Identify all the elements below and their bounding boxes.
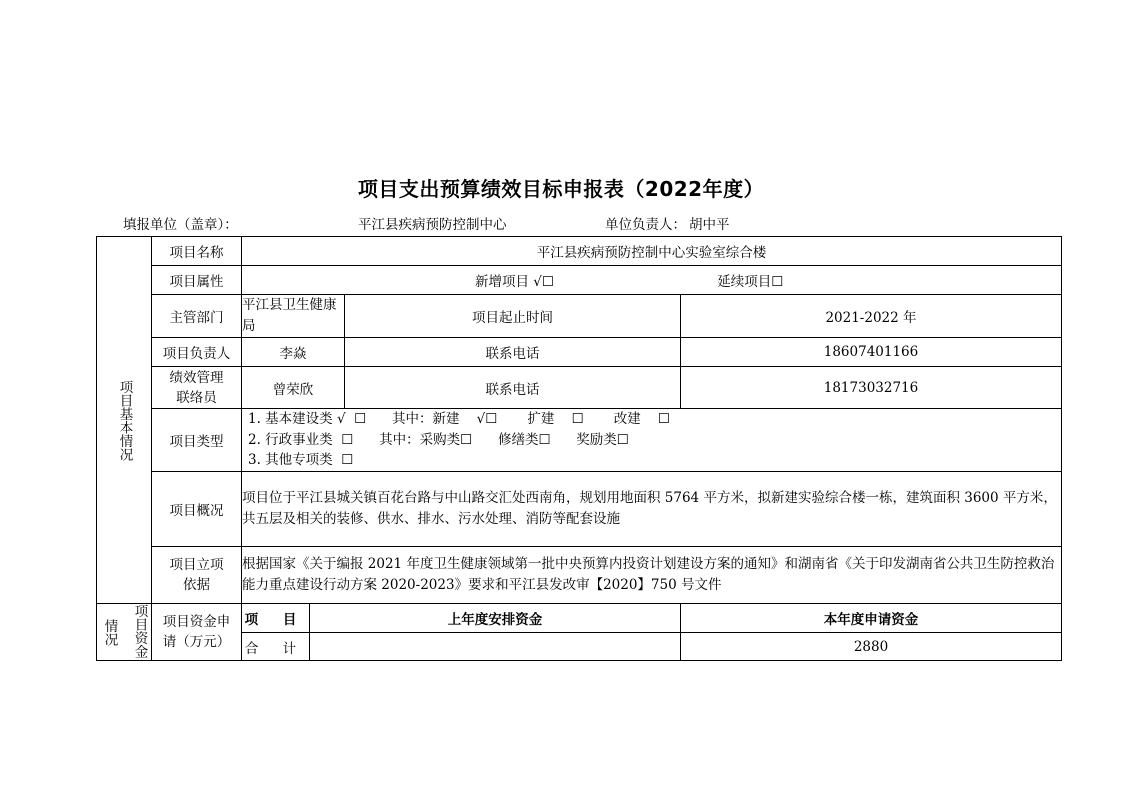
row-overview bbox=[97, 472, 1062, 547]
row-leader bbox=[97, 338, 1062, 367]
section-basic-label: 项目基本情况 bbox=[116, 379, 133, 461]
project-name-label: 项目名称 bbox=[152, 237, 242, 266]
contact-name: 曾荣欣 bbox=[242, 367, 345, 409]
project-name-value: 平江县疾病预防控制中心实验室综合楼 bbox=[242, 237, 1062, 266]
responsible-label: 单位负责人： bbox=[605, 217, 686, 233]
page-title: 项目支出预算绩效目标申报表（2022年度） bbox=[357, 177, 765, 201]
contact-label: 绩效管理联络员 bbox=[152, 367, 242, 409]
section-basic-info bbox=[97, 237, 152, 604]
type-line-2[interactable]: 2. 行政事业类 ☐ 其中：采购类☐ 修缮类☐ 奖励类☐ bbox=[248, 431, 629, 448]
funds-col-last: 上年度安排资金 bbox=[310, 604, 681, 633]
period-value: 2021-2022 年 bbox=[681, 295, 1062, 338]
row-funds-header bbox=[97, 604, 1062, 633]
row-basis bbox=[97, 547, 1062, 604]
funds-col-this: 本年度申请资金 bbox=[681, 604, 1062, 633]
fill-unit-label: 填报单位（盖章）： bbox=[123, 217, 238, 233]
funds-total-last bbox=[310, 633, 681, 661]
section-funds-right-label: 项目资金 bbox=[131, 604, 148, 658]
section-funds-left-label: 情况 bbox=[101, 618, 118, 646]
funds-label: 项目资金申请（万元） bbox=[152, 604, 242, 661]
basis-text: 根据国家《关于编报 2021 年度卫生健康领域第一批中央预算内投资计划建设方案的通知》和湖南省《关于印发湖南省公共卫生防控救治能力重点建设行动方案 2020-2023》要求和平江县发改审【2020】750 号文件 bbox=[242, 547, 1062, 604]
overview-label: 项目概况 bbox=[152, 472, 242, 547]
project-attr-cell bbox=[242, 266, 1062, 295]
type-line-3[interactable]: 3. 其他专项类 ☐ bbox=[248, 452, 354, 469]
project-attr-label: 项目属性 bbox=[152, 266, 242, 295]
type-line-1[interactable]: 1. 基本建设类 √ ☐ 其中：新建 √☐ 扩建 ☐ 改建 ☐ bbox=[248, 411, 670, 428]
row-project-name bbox=[97, 237, 1062, 266]
row-funds-total bbox=[97, 633, 1062, 661]
contact-phone: 18173032716 bbox=[681, 367, 1062, 409]
funds-total-this: 2880 bbox=[681, 633, 1062, 661]
section-funds bbox=[97, 604, 152, 661]
responsible-value: 胡中平 bbox=[689, 217, 730, 233]
attr-continue-option[interactable]: 延续项目☐ bbox=[717, 274, 784, 290]
row-project-attr bbox=[97, 266, 1062, 295]
leader-name: 李焱 bbox=[242, 338, 345, 367]
overview-text: 项目位于平江县城关镇百花台路与中山路交汇处西南角，规划用地面积 5764 平方米，拟新建实验综合楼一栋，建筑面积 3600 平方米，共五层及相关的装修、供水、排水、污水处理、消防等配套设施 bbox=[242, 472, 1062, 547]
attr-new-option[interactable]: 新增项目 √☐ bbox=[475, 274, 554, 290]
fill-unit-value: 平江县疾病预防控制中心 bbox=[358, 217, 507, 233]
department-value: 平江县卫生健康局 bbox=[242, 295, 345, 338]
funds-total-label: 合 计 bbox=[242, 633, 310, 661]
budget-form-table bbox=[96, 236, 1062, 661]
row-project-type bbox=[97, 409, 1062, 472]
department-label: 主管部门 bbox=[152, 295, 242, 338]
basis-label: 项目立项依据 bbox=[152, 547, 242, 604]
funds-col-item: 项 目 bbox=[242, 604, 310, 633]
contact-phone-label: 联系电话 bbox=[345, 367, 681, 409]
project-type-options bbox=[242, 409, 1062, 472]
leader-phone: 18607401166 bbox=[681, 338, 1062, 367]
row-contact bbox=[97, 367, 1062, 409]
project-type-label: 项目类型 bbox=[152, 409, 242, 472]
leader-phone-label: 联系电话 bbox=[345, 338, 681, 367]
period-label: 项目起止时间 bbox=[345, 295, 681, 338]
leader-label: 项目负责人 bbox=[152, 338, 242, 367]
row-department bbox=[97, 295, 1062, 338]
